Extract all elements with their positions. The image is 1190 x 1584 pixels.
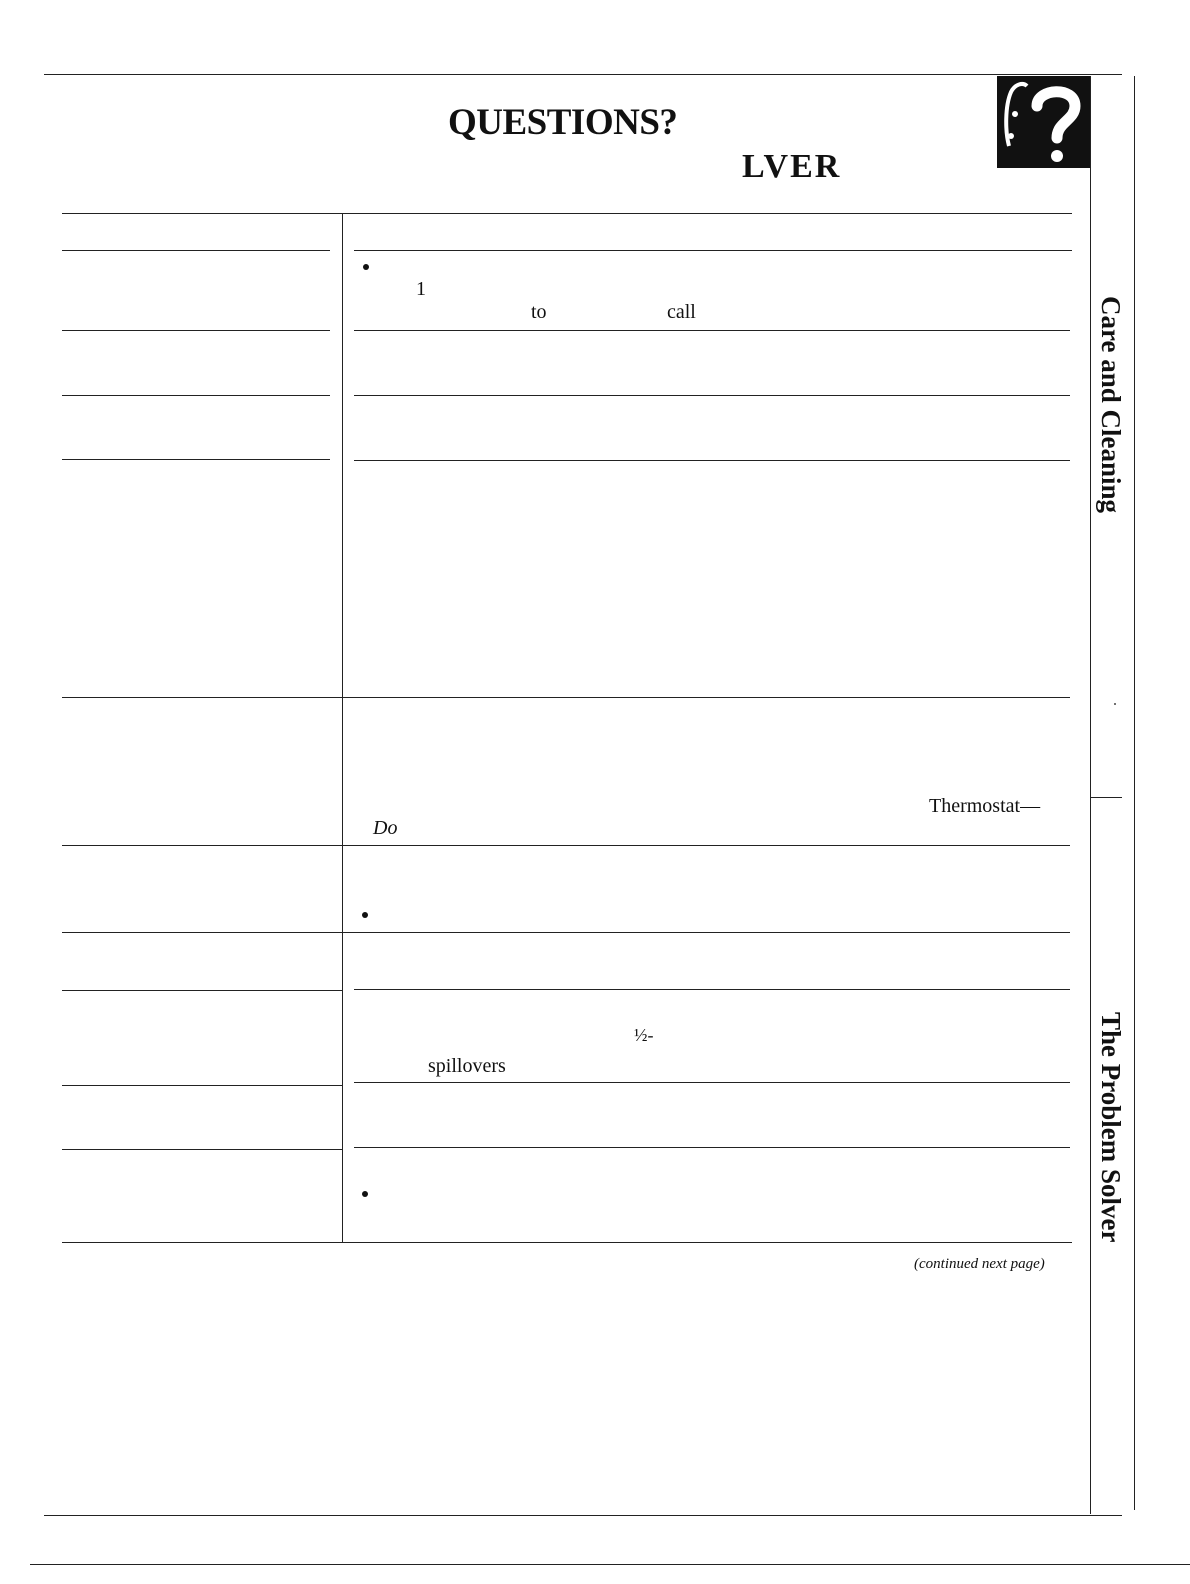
row-rule-full [62,932,1070,933]
page-edge-rule [30,1564,1190,1565]
text-fragment: Thermostat— [929,795,1041,817]
table-bottom-rule [62,1242,1072,1243]
question-face-icon [997,76,1091,168]
row-rule-left [62,250,330,251]
row-rule-full [62,845,1070,846]
row-rule-left [62,990,342,991]
row-rule-full [62,697,1070,698]
table-column-divider [342,213,343,1243]
bullet-marker [363,264,369,270]
side-tab-divider [1090,797,1122,798]
text-fragment: call [667,301,696,323]
row-rule-right [354,250,1072,251]
text-fragment: 1 [416,278,426,300]
text-fragment: spillovers [428,1055,506,1077]
text-fragment: ½- [634,1025,654,1045]
row-rule-right [354,1147,1070,1148]
text-fragment: Do [373,817,398,839]
row-rule-right [354,989,1070,990]
side-border-left [1090,76,1091,1514]
row-rule-left [62,330,330,331]
row-rule-right [354,460,1070,461]
text-fragment: to [531,301,547,323]
continued-note: (continued next page) [914,1256,1045,1272]
side-tab-care-and-cleaning[interactable]: Care and Cleaning [1096,296,1126,514]
bottom-rule [44,1515,1122,1516]
page-subtitle-fragment [742,148,872,185]
row-rule-right [354,330,1070,331]
top-rule [44,74,1122,75]
row-rule-left [62,1085,342,1086]
side-border-right [1134,76,1135,1510]
row-rule-left [62,459,330,460]
table-top-rule [62,213,1072,214]
row-rule-right [354,1082,1070,1083]
row-rule-left [62,1149,342,1150]
bullet-marker [362,912,368,918]
row-rule-left [62,395,330,396]
bullet-marker [362,1191,368,1197]
side-dot [1114,703,1116,705]
row-rule-right [354,395,1070,396]
question-face-graphic [997,76,1091,168]
side-tab-problem-solver[interactable]: The Problem Solver [1096,1012,1126,1243]
subtitle-text: LVER [742,148,842,185]
page-title: QUESTIONS? [448,102,678,143]
